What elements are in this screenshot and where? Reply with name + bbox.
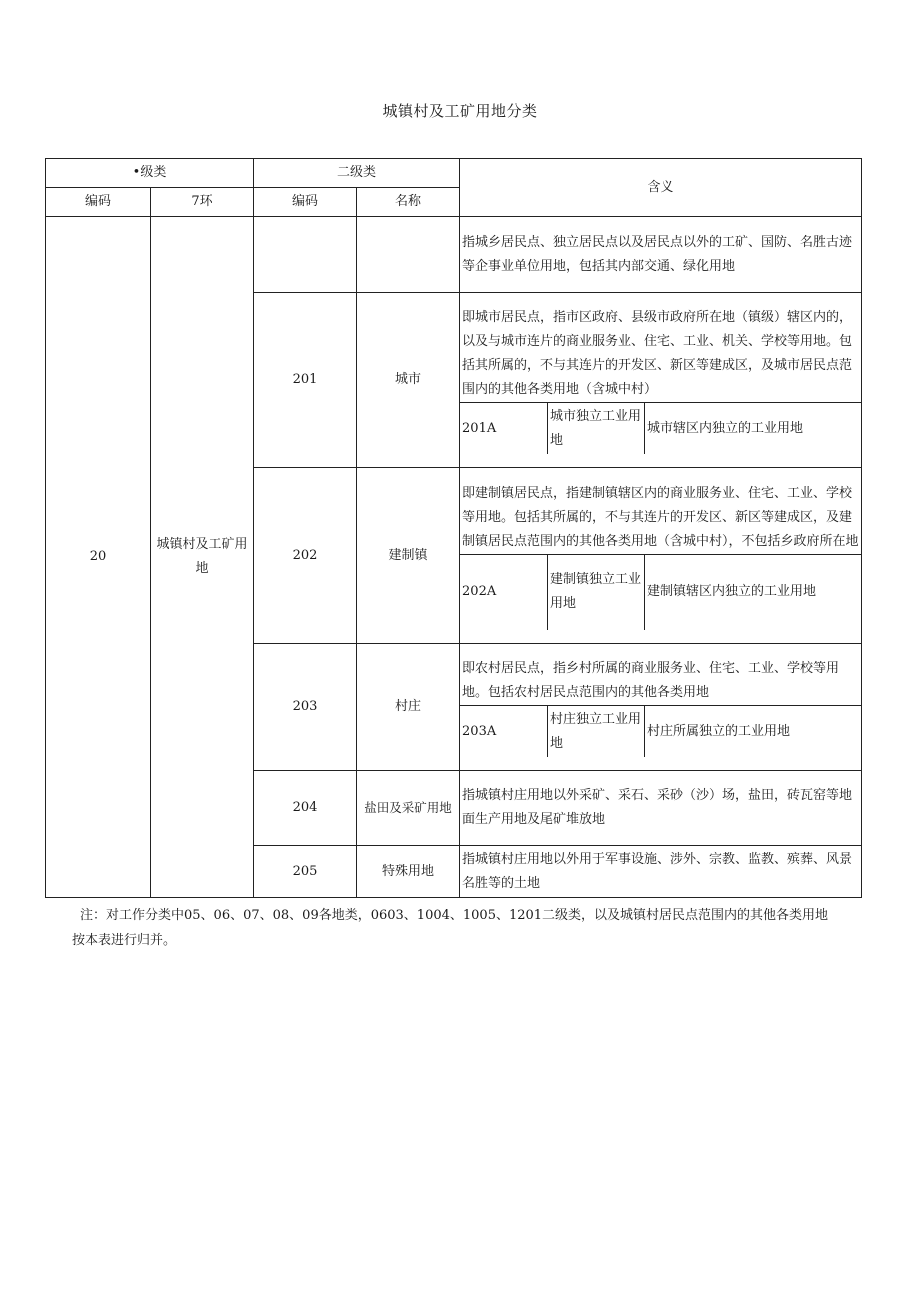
footnote <box>72 903 870 953</box>
header-name1: 7环 <box>151 188 254 217</box>
sub-code: 201A <box>460 403 548 454</box>
sub-name: 村庄独立工业用地 <box>548 706 645 757</box>
classification-table <box>45 158 862 898</box>
category-code: 20 <box>46 217 151 898</box>
row-code: 201 <box>254 293 357 468</box>
row-name: 特殊用地 <box>357 846 460 898</box>
category-name: 城镇村及工矿用地 <box>151 217 254 898</box>
row-definition: 指城镇村庄用地以外采矿、采石、采砂（沙）场，盐田，砖瓦窑等地面生产用地及尾矿堆放地 <box>460 771 862 846</box>
sub-name: 建制镇独立工业用地 <box>548 555 645 630</box>
row-definition: 即农村居民点，指乡村所属的商业服务业、住宅、工业、学校等用地。包括农村居民点范围内的其他各类用地 <box>462 661 840 700</box>
sub-name: 城市独立工业用地 <box>548 403 645 454</box>
header-code2: 编码 <box>254 188 357 217</box>
row-code: 205 <box>254 846 357 898</box>
header-meaning: 含义 <box>460 159 862 217</box>
header-level1: •级类 <box>46 159 254 188</box>
row-definition: 即建制镇居民点，指建制镇辖区内的商业服务业、住宅、工业、学校等用地。包括其所属的，不与其连片的开发区、新区等建成区，及建制镇居民点范围内的其他各类用地（含城中村），不包括乡政府所在地 <box>462 485 859 549</box>
empty-name-cell <box>357 217 460 293</box>
sub-definition: 村庄所属独立的工业用地 <box>647 723 791 739</box>
sub-definition: 建制镇辖区内独立的工业用地 <box>647 584 817 599</box>
row-definition: 即城市居民点，指市区政府、县级市政府所在地（镇级）辖区内的，以及与城市连片的商业服务业、住宅、工业、机关、学校等用地。包括其所属的，不与其连片的开发区、新区等建成区，及城市居民点范围内的其他各类用地（含城中村） <box>462 310 853 397</box>
empty-code-cell <box>254 217 357 293</box>
row-code: 202 <box>254 468 357 644</box>
row-code: 204 <box>254 771 357 846</box>
row-name: 村庄 <box>357 644 460 771</box>
footnote-line1: 注：对工作分类中05、06、07、08、09各地类，0603、1004、1005、1201二级类，以及城镇村居民点范围内的其他各类用地 <box>80 908 829 923</box>
category-definition: 指城乡居民点、独立居民点以及居民点以外的工矿、国防、名胜古迹等企事业单位用地，包括其内部交通、绿化用地 <box>460 217 862 293</box>
sub-definition: 城市辖区内独立的工业用地 <box>647 420 804 436</box>
header-code1: 编码 <box>46 188 151 217</box>
header-name2: 名称 <box>357 188 460 217</box>
row-name: 城市 <box>357 293 460 468</box>
row-name: 盐田及采矿用地 <box>357 771 460 846</box>
sub-code: 202A <box>460 555 548 630</box>
header-level2: 二级类 <box>254 159 460 188</box>
footnote-line2: 按本表进行归并。 <box>72 933 177 948</box>
sub-code: 203A <box>460 706 548 757</box>
row-definition: 指城镇村庄用地以外用于军事设施、涉外、宗教、监教、殡葬、风景名胜等的土地 <box>460 846 862 898</box>
row-code: 203 <box>254 644 357 771</box>
page-title: 城镇村及工矿用地分类 <box>382 102 538 120</box>
row-name: 建制镇 <box>357 468 460 644</box>
